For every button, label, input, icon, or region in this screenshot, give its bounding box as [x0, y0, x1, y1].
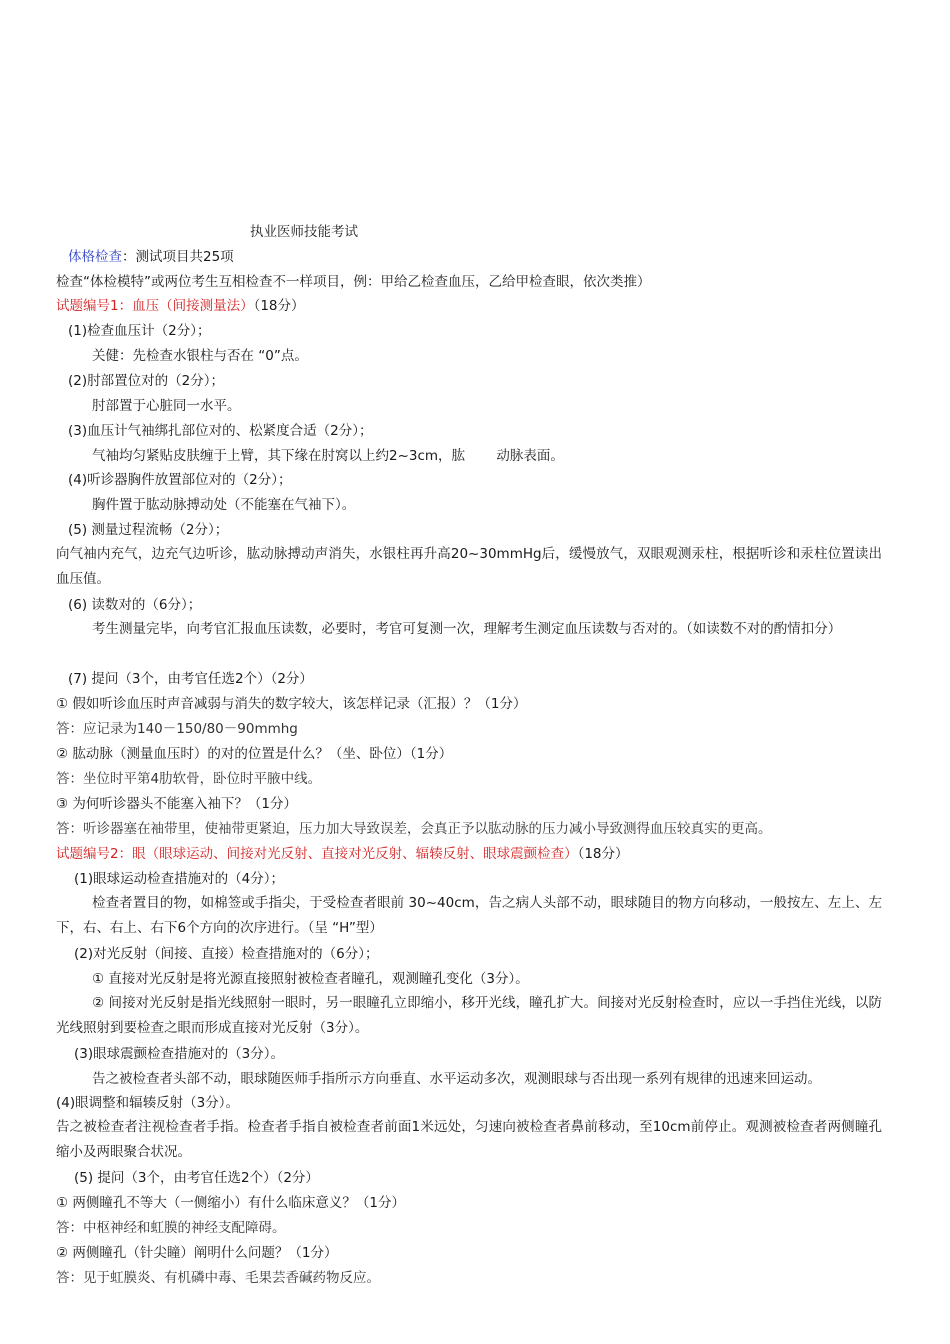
- q1-answer-1: 答：应记录为140－150/80－90mmhg: [56, 721, 298, 737]
- q1-step-5-detail: 向气袖内充气，边充气边听诊，肱动脉搏动声消失，水银柱再升高20~30mmHg后，缓慢放气，双眼观测汞柱，根据听诊和汞柱位置读出血压值。: [56, 546, 882, 587]
- q2-step-2-item-a: ① 直接对光反射是将光源直接照射被检查者瞳孔，观测瞳孔变化（3分）。: [92, 971, 529, 987]
- q2-score: （18分）: [577, 846, 629, 862]
- q1-step-4: (4)听诊器胸件放置部位对的（2分）；: [68, 472, 292, 488]
- q1-step-5: (5) 测量过程流畅（2分）；: [68, 522, 229, 538]
- q1-step-6: (6) 读数对的（6分）；: [68, 597, 202, 613]
- q2-step-2: (2)对光反射（间接、直接）检查措施对的（6分）；: [74, 946, 379, 962]
- q1-answer-3: 答：听诊器塞在袖带里，使袖带更紧迫，压力加大导致误差，会真正予以肱动脉的压力减小导致测得血压较真实的更高。: [56, 821, 772, 837]
- q2-step-4-detail: 告之被检查者注视检查者手指。检查者手指自被检查者前面1米远处，匀速向被检查者鼻前移动，至10cm前停止。观测被检查者两侧瞳孔缩小及两眼聚合状况。: [56, 1119, 882, 1160]
- q2-step-1-detail: 检查者置目的物，如棉签或手指尖，于受检查者眼前 30~40cm，告之病人头部不动，眼球随目的物方向移动，一般按左、左上、左下，右、右上、右下6个方向的次序进行。（呈 “H”型）: [56, 895, 882, 936]
- q1-question-3: ③ 为何听诊器头不能塞入袖下？（1分）: [56, 796, 297, 812]
- q2-step-4: (4)眼调整和辐辏反射（3分）。: [56, 1095, 239, 1111]
- q2-heading: [56, 845, 629, 863]
- q1-question-1: ① 假如听诊血压时声音减弱与消失的数字较大，该怎样记录（汇报）？（1分）: [56, 696, 527, 712]
- q2-step-3: (3)眼球震颤检查措施对的（3分）。: [74, 1046, 284, 1062]
- q2-step-3-detail: 告之被检查者头部不动，眼球随医师手指所示方向垂直、水平运动多次，观测眼球与否出现一系列有规律的迅速来回运动。: [92, 1071, 821, 1087]
- q1-step-6-detail: 考生测量完毕，向考官汇报血压读数，必要时，考官可复测一次，理解考生测定血压读数与否对的。（如读数不对的酌情扣分）: [92, 621, 842, 637]
- q2-question-2: ② 两侧瞳孔（针尖瞳）阐明什么问题？（1分）: [56, 1245, 338, 1261]
- q1-step-1-detail: 关健：先检查水银柱与否在 “0”点。: [92, 348, 308, 364]
- q2-step-1: (1)眼球运动检查措施对的（4分）；: [74, 871, 284, 887]
- q2-question-1: ① 两侧瞳孔不等大（一侧缩小）有什么临床意义？（1分）: [56, 1195, 405, 1211]
- section-label: 体格检查: [68, 249, 122, 265]
- document-title: 执业医师技能考试: [250, 224, 358, 240]
- section-heading: [68, 248, 234, 266]
- q1-answer-2: 答：坐位时平第4肋软骨，卧位时平腋中线。: [56, 771, 322, 787]
- q1-step-1: (1)检查血压计（2分）；: [68, 323, 211, 339]
- q1-step-2-detail: 肘部置于心脏同一水平。: [92, 398, 241, 414]
- q1-step-3: (3)血压计气袖绑扎部位对的、松紧度合适（2分）；: [68, 423, 373, 439]
- q2-title: 试题编号2：眼（眼球运动、间接对光反射、直接对光反射、辐辏反射、眼球震颤检查）: [56, 846, 578, 862]
- intro-text: 检查“体检模特”或两位考生互相检查不一样项目，例：甲给乙检查血压，乙给甲检查眼，依次类推）: [56, 274, 651, 290]
- q1-question-2: ② 肱动脉（测量血压时）的对的位置是什么？（坐、卧位）（1分）: [56, 746, 453, 762]
- q2-answer-2: 答：见于虹膜炎、有机磷中毒、毛果芸香碱药物反应。: [56, 1270, 380, 1286]
- section-count: ：测试项目共25项: [122, 249, 234, 265]
- q1-step-7: (7) 提问（3个，由考官任选2个）（2分）: [68, 671, 313, 687]
- q1-heading: [56, 297, 305, 315]
- q2-step-5: (5) 提问（3个，由考官任选2个）（2分）: [74, 1170, 319, 1186]
- q2-step-2-item-b: ② 间接对光反射是指光线照射一眼时，另一眼瞳孔立即缩小，移开光线，瞳孔扩大。间接对光反射检查时，应以一手挡住光线，以防光线照射到要检查之眼而形成直接对光反射（3分）。: [56, 995, 882, 1036]
- q2-answer-1: 答：中枢神经和虹膜的神经支配障碍。: [56, 1220, 286, 1236]
- q1-step-4-detail: 胸件置于肱动脉搏动处（不能塞在气袖下）。: [92, 497, 356, 513]
- q1-step-2: (2)肘部置位对的（2分）；: [68, 373, 224, 389]
- q1-score: （18分）: [253, 298, 305, 314]
- q1-title: 试题编号1：血压（间接测量法）: [56, 298, 254, 314]
- q1-step-3-detail: 气袖均匀紧贴皮肤缠于上臂，其下缘在肘窝以上约2~3cm，肱 动脉表面。: [92, 448, 564, 464]
